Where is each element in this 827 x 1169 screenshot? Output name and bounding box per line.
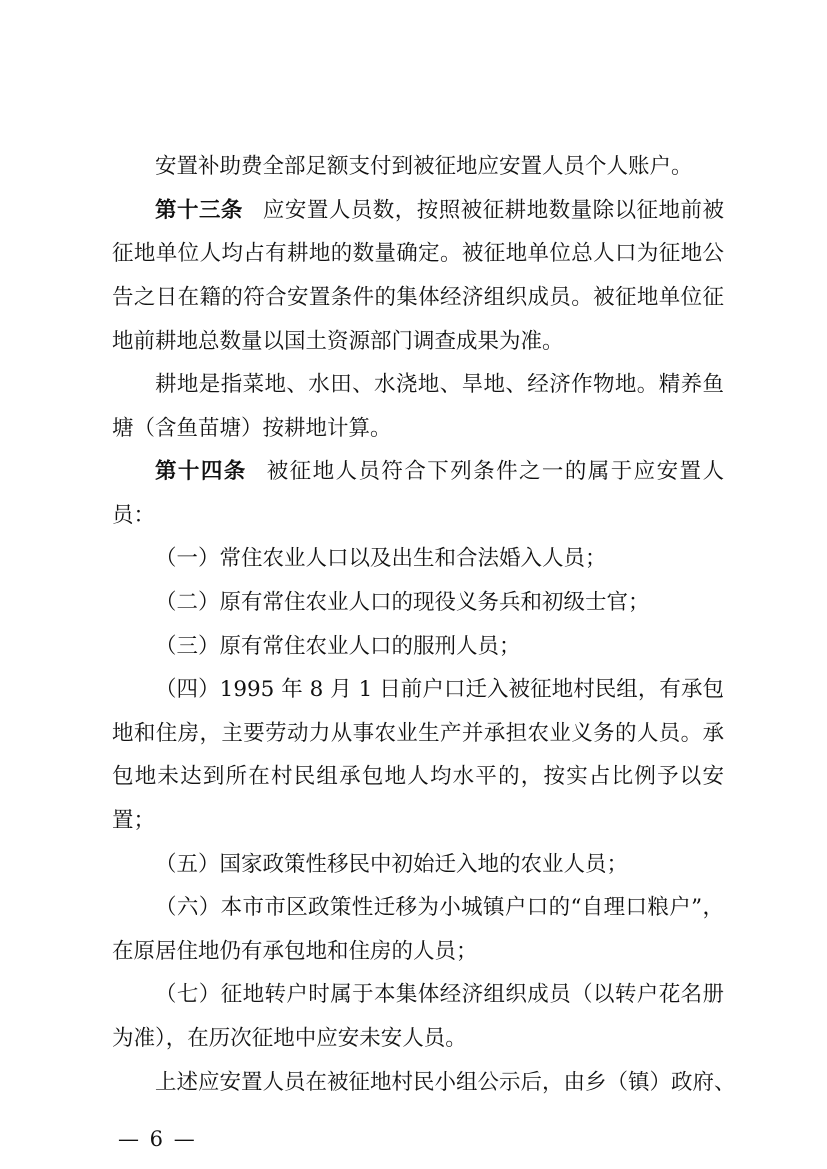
paragraph-line: 地和住房，主要劳动力从事农业生产并承担农业义务的人员。承 bbox=[112, 721, 724, 746]
article-13-heading: 第十三条 bbox=[155, 198, 243, 223]
article-14-text: 被征地人员符合下列条件之一的属于应安置人 bbox=[266, 459, 724, 484]
list-item: （七）征地转户时属于本集体经济组织成员（以转户花名册 bbox=[155, 982, 724, 1007]
article-14-line bbox=[155, 458, 724, 486]
article-13-text: 应安置人员数，按照被征耕地数量除以征地前被 bbox=[262, 198, 724, 223]
list-item: （一）常住农业人口以及出生和合法婚入人员； bbox=[155, 546, 607, 571]
paragraph-line: 征地单位人均占有耕地的数量确定。被征地单位总人口为征地公 bbox=[112, 241, 724, 266]
paragraph-line: 地前耕地总数量以国土资源部门调查成果为准。 bbox=[112, 329, 564, 354]
list-item: （五）国家政策性移民中初始迁入地的农业人员； bbox=[155, 852, 629, 877]
list-item: （三）原有常住农业人口的服刑人员； bbox=[155, 634, 521, 659]
paragraph-line: 安置补助费全部足额支付到被征地应安置人员个人账户。 bbox=[155, 154, 693, 179]
list-item: （四）1995 年 8 月 1 日前户口迁入被征地村民组，有承包 bbox=[155, 677, 724, 702]
paragraph-line: 为准），在历次征地中应安未安人员。 bbox=[112, 1026, 467, 1051]
paragraph-line: 上述应安置人员在被征地村民小组公示后，由乡（镇）政府、 bbox=[155, 1070, 736, 1095]
paragraph-line: 耕地是指菜地、水田、水浇地、旱地、经济作物地。精养鱼 bbox=[155, 372, 724, 397]
paragraph-line: 包地未达到所在村民组承包地人均水平的，按实占比例予以安 bbox=[112, 764, 724, 789]
paragraph-line: 员： bbox=[112, 503, 156, 528]
paragraph-line: 置； bbox=[112, 808, 156, 833]
page-number: — 6 — bbox=[118, 1127, 197, 1151]
paragraph-line: 塘（含鱼苗塘）按耕地计算。 bbox=[112, 416, 392, 441]
paragraph-line: 告之日在籍的符合安置条件的集体经济组织成员。被征地单位征 bbox=[112, 285, 724, 310]
paragraph-line: 在原居住地仍有承包地和住房的人员； bbox=[112, 939, 478, 964]
article-14-heading: 第十四条 bbox=[155, 459, 247, 484]
list-item: （六）本市市区政策性迁移为小城镇户口的“自理口粮户”， bbox=[155, 895, 724, 920]
article-13-line bbox=[155, 197, 724, 225]
list-item: （二）原有常住农业人口的现役义务兵和初级士官； bbox=[155, 590, 650, 615]
